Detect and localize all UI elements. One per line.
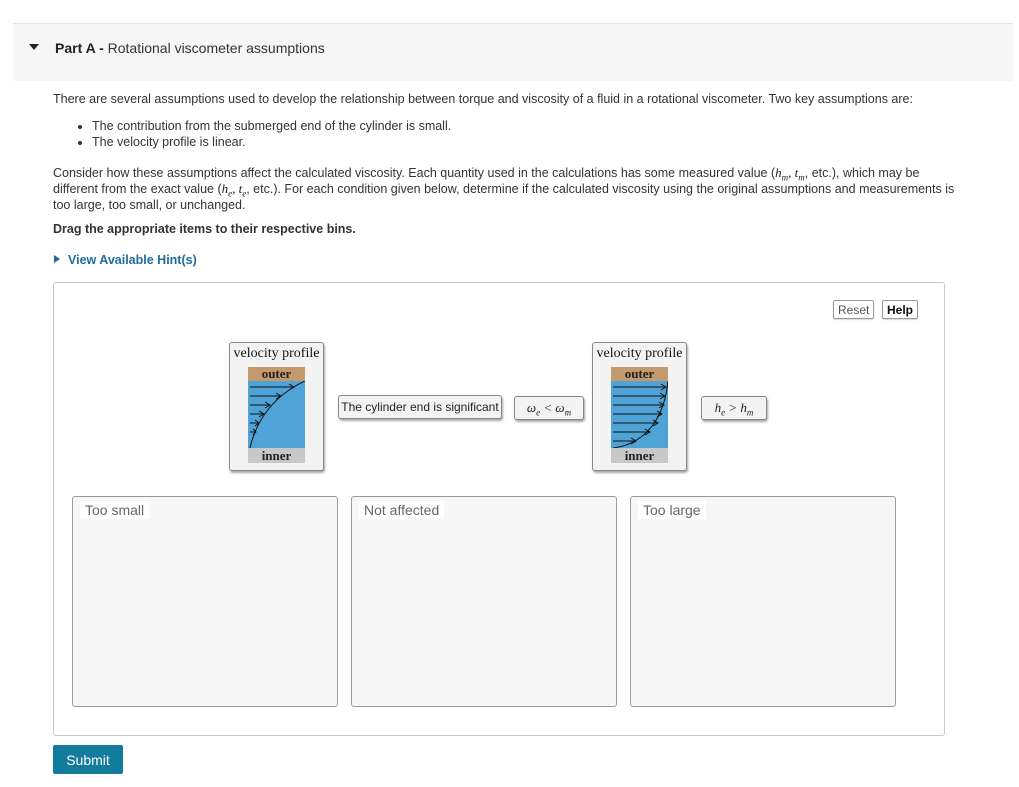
bin-not-affected[interactable] xyxy=(351,496,617,707)
hint-toggle[interactable] xyxy=(54,253,197,267)
assumption-item: • The contribution from the submerged end of the cylinder is small. xyxy=(92,118,451,134)
outer-wall-label: outer xyxy=(611,367,668,381)
omega-card[interactable]: $\omega_e < \omega_m$ xyxy=(514,396,584,420)
part-title-text: Rotational viscometer assumptions xyxy=(107,40,325,56)
reset-button[interactable]: Reset xyxy=(833,300,874,319)
assumption-item: • The velocity profile is linear. xyxy=(92,134,451,150)
consider-text: Consider how these assumptions affect the calculated viscosity. Each quantity used in the calculations has some measured value ( xyxy=(53,166,776,180)
velocity-profile-card-2[interactable] xyxy=(592,342,687,471)
assumption-list xyxy=(78,118,451,150)
velocity-profile-diagram-1 xyxy=(248,381,305,448)
inner-wall-label: inner xyxy=(611,448,668,463)
bin-label: Too large xyxy=(638,501,706,519)
consider-text: , etc.). For each condition given below, determine if the calculated viscosity using the original assumptions and measurements is xyxy=(246,182,955,196)
bin-label: Not affected xyxy=(359,501,444,519)
velocity-profile-card-1[interactable] xyxy=(229,342,324,471)
consider-text: , etc.), which may be xyxy=(804,166,920,180)
collapse-caret-icon[interactable] xyxy=(29,44,39,50)
height-card[interactable]: $h_e > h_m$ xyxy=(701,396,767,420)
exact-vars: $h_e$, $t_e$ xyxy=(221,181,247,199)
part-title xyxy=(55,40,325,56)
inner-wall-label: inner xyxy=(248,448,305,463)
velocity-profile-diagram-2 xyxy=(611,381,668,448)
measured-vars: $h_m$, $t_m$ xyxy=(775,165,805,183)
part-label: Part A - xyxy=(55,40,108,56)
card-title: velocity profile xyxy=(596,346,683,361)
cylinder-end-card[interactable]: The cylinder end is significant xyxy=(338,395,502,419)
consider-line-3: too large, too small, or unchanged. xyxy=(53,198,246,212)
submit-button[interactable]: Submit xyxy=(53,745,123,774)
bin-label: Too small xyxy=(80,501,149,519)
bin-too-large[interactable] xyxy=(630,496,896,707)
drag-instruction: Drag the appropriate items to their respective bins. xyxy=(53,222,356,236)
intro-text: There are several assumptions used to develop the relationship between torque and viscosity of a fluid in a rotational viscometer. Two key assumptions are: xyxy=(53,92,913,106)
hint-label: View Available Hint(s) xyxy=(68,253,197,267)
caret-right-icon xyxy=(54,255,60,263)
card-title: velocity profile xyxy=(233,346,320,361)
bin-too-small[interactable] xyxy=(72,496,338,707)
outer-wall-label: outer xyxy=(248,367,305,381)
consider-text: different from the exact value ( xyxy=(53,182,222,196)
help-button[interactable]: Help xyxy=(882,300,918,319)
